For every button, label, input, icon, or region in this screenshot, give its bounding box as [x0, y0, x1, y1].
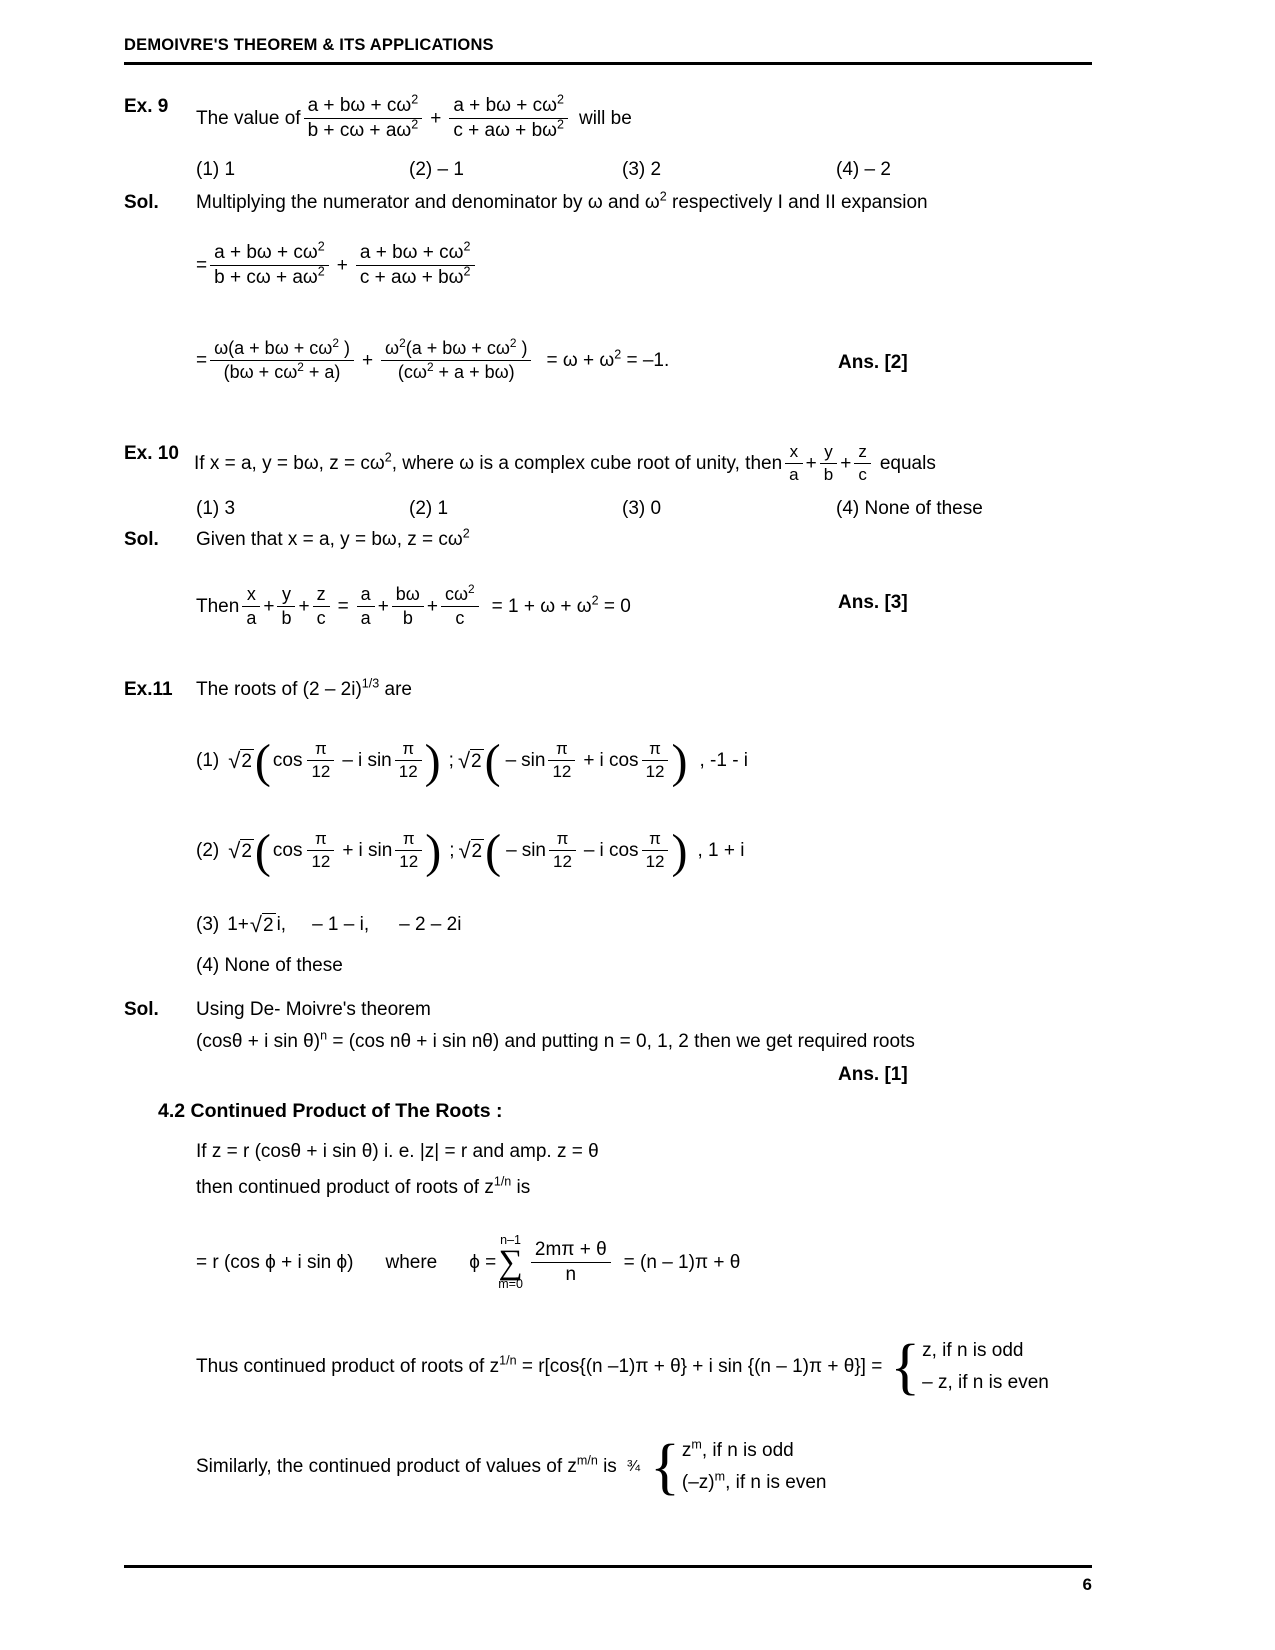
ex9-option-1[interactable]: (1) 1 [196, 159, 236, 180]
ex9-f2-numerator: $a + b\omega + c\omega^2$ [453, 92, 564, 116]
pi-over-twelve-2: $\frac{\pi}{12}$ [395, 739, 422, 781]
ex10-then-frac-y-b: $\frac{y}{b}$ [277, 584, 295, 628]
ex9-sol2-fraction-2: $\frac{\omega^2(a + b\omega + c\omega^2 )}{(c\omega^2 + a + b\omega)}$ [381, 338, 531, 382]
pi-over-twelve-1: $\frac{\pi}{12}$ [307, 829, 334, 871]
sqrt-icon: √ 2 [249, 912, 274, 937]
ex11-option-3[interactable]: (3) 1+ √ 2 i, – 1 – i, – 2 – 2i [196, 912, 462, 937]
ex10-fraction-z-c: $\frac{z}{c}$ [854, 442, 871, 484]
ex11-option-2[interactable]: (2) √ 2 ( cos $\frac{\pi}{12}$ + i sin $\frac{\pi}{12}$ ) ; √ 2 ( – sin $\frac{\pi}{12}$ – i cos $\frac{\pi}{12}$ ) , 1 + i [196, 824, 745, 878]
pi-over-twelve-3: $\frac{\pi}{12}$ [549, 829, 576, 871]
ex10-then-result: = $1 + \omega + \omega^2 = 0$ [491, 593, 631, 618]
left-paren: ( [484, 734, 501, 788]
ex9-sol-fraction-1: $\frac{a + b\omega + c\omega^2}{b + c\omega + a\omega^2}$ [210, 242, 329, 289]
sqrt-icon: √ 2 [457, 748, 482, 774]
ex11-sol-label: Sol. [124, 999, 159, 1020]
case-2-odd: $z^m$, if n is odd [681, 1437, 794, 1461]
ex11-sol-line-2: (cosθ + i sin θ)$^n$ = (cos nθ + i sin nθ) and putting n = 0, 1, 2 then we get required roots [196, 1028, 915, 1052]
ex9-fraction-2 [449, 92, 568, 142]
pi-over-twelve-1: $\frac{\pi}{12}$ [307, 739, 334, 781]
section-4-2-line-1: If z = r (cosθ + i sin θ) i. e. |z| = r and amp. z = θ [196, 1141, 599, 1162]
section-4-2-title: 4.2 Continued Product of The Roots : [158, 1100, 503, 1122]
ex10-sol-label: Sol. [124, 529, 159, 550]
case-1-odd: z, if n is odd [922, 1340, 1024, 1361]
ex9-f1-numerator: $a + b\omega + c\omega^2$ [307, 92, 419, 116]
plus-operator: + [430, 108, 442, 130]
sqrt-icon: √ 2 [228, 838, 252, 864]
right-paren: ) [424, 734, 441, 788]
ex9-f1-denominator: $b + c\omega + a\omega^2$ [304, 118, 423, 142]
pi-over-twelve-4: $\frac{\pi}{12}$ [642, 829, 669, 871]
ex10-option-4[interactable]: (4) None of these [836, 498, 983, 519]
ex10-option-2[interactable]: (2) 1 [409, 498, 449, 519]
ex9-sol-label: Sol. [124, 192, 159, 213]
ex9-sol-result: = $\omega + \omega^2 = -1$. [546, 347, 670, 372]
ex11-option-4[interactable]: (4) None of these [196, 955, 343, 976]
page-header-title: DEMOIVRE'S THEOREM & ITS APPLICATIONS [124, 36, 494, 54]
ex9-f2-denominator: $c + a\omega + b\omega^2$ [449, 118, 568, 142]
pi-over-twelve-3: $\frac{\pi}{12}$ [548, 739, 575, 781]
ex10-label: Ex. 10 [124, 443, 179, 464]
pi-over-twelve-4: $\frac{\pi}{12}$ [642, 739, 669, 781]
ex9-option-4[interactable]: (4) – 2 [836, 159, 891, 180]
ex10-given-line: Given that x = a, y = bω, $z = c\omega^2$ [196, 526, 470, 550]
section-4-2-line-2: then continued product of roots of $z^{1/n}$ is [196, 1174, 531, 1198]
continued-product-formula: = r (cos ϕ + i sin ϕ) where ϕ = n–1 ∑ m=0 $\frac{2m\pi + \theta}{n}$ = (n – 1)π + θ [196, 1233, 741, 1291]
footer-divider [124, 1565, 1092, 1568]
ex10-fraction-x-a: $\frac{x}{a}$ [785, 442, 802, 484]
ex10-then-frac-bw-b: $\frac{b\omega}{b}$ [392, 584, 424, 628]
sqrt-icon: √ 2 [458, 838, 483, 864]
ex11-label: Ex.11 [124, 679, 173, 700]
case-1-even: – z, if n is even [922, 1372, 1049, 1393]
ex10-fraction-y-b: $\frac{y}{b}$ [820, 442, 837, 484]
summand-fraction: $\frac{2m\pi + \theta}{n}$ [531, 1239, 611, 1286]
pi-over-twelve-2: $\frac{\pi}{12}$ [395, 829, 422, 871]
fraction-three-quarters-mark: ¾ [626, 1458, 641, 1475]
ex11-sol-line-1: Using De- Moivre's theorem [196, 999, 431, 1020]
thus-continued-product-line: Thus continued product of roots of $z^{1/n} = r[\cos\{(n$ –1)π + θ} + i sin {(n – 1)π + θ}] = { z, if n is odd – z, if n is even [196, 1332, 1049, 1401]
ex10-then-frac-cw2-c: $\frac{c\omega^2}{c}$ [441, 584, 479, 628]
ex9-statement: The value of $\frac{a + b\omega + c\omega^2}{b + c\omega + a\omega^2}$ + $\frac{a + b\omega + c\omega^2}{c + a\omega + b\omega^2}$ will be [196, 92, 632, 141]
page-number: 6 [1082, 1575, 1092, 1594]
cases-brace-1: { z, if n is odd – z, if n is even [890, 1332, 1049, 1401]
right-paren: ) [425, 824, 442, 878]
ex9-fraction-1 [304, 92, 423, 142]
ex9-sol2-fraction-1: $\frac{\omega(a + b\omega + c\omega^2 )}{(b\omega + c\omega^2 + a)}$ [210, 338, 354, 382]
cases-brace-2: { $z^m$, if n is odd $(-z)^m$, if n is even [650, 1432, 827, 1501]
ex9-option-3[interactable]: (3) 2 [622, 159, 662, 180]
right-paren: ) [671, 734, 688, 788]
right-paren: ) [671, 824, 688, 878]
case-2-even: $(-z)^m$, if n is even [681, 1469, 827, 1493]
ex11-answer: Ans. [1] [838, 1064, 908, 1085]
ex10-then-frac-z-c: $\frac{z}{c}$ [313, 584, 330, 628]
ex9-label: Ex. 9 [124, 96, 169, 117]
ex9-answer: Ans. [2] [838, 352, 908, 373]
ex9-sol-equation-1: = $\frac{a + b\omega + c\omega^2}{b + c\omega + a\omega^2}$ + $\frac{a + b\omega + c\omega^2}{c + a\omega + b\omega^2}$ [196, 243, 478, 290]
similarly-continued-product-line: Similarly, the continued product of values of $z^{m/n}$ is ¾ { $z^m$, if n is odd $(-z)^m$, if n is even [196, 1432, 827, 1501]
ex9-sol-fraction-2: $\frac{a + b\omega + c\omega^2}{c + a\omega + b\omega^2}$ [356, 242, 475, 289]
ex10-option-3[interactable]: (3) 0 [622, 498, 662, 519]
ex10-then-equation: Then $\frac{x}{a}$ + $\frac{y}{b}$ + $\frac{z}{c}$ = $\frac{a}{a}$ + $\frac{b\omega}{b}$ + $\frac{c\omega^2}{c}$ = $1 + \omega + \omega^2 = 0$ [196, 582, 631, 628]
summation-icon: n–1 ∑ m=0 [498, 1233, 523, 1291]
ex10-statement: If x = a, y = bω, $z = c\omega^2$, where ω is a complex cube root of unity, then $\frac{x}{a}$ + $\frac{y}{b}$ + $\frac{z}{c}$ equals [194, 442, 936, 484]
left-paren: ( [485, 824, 502, 878]
ex11-option-1[interactable]: (1) √ 2 ( cos $\frac{\pi}{12}$ – i sin $\frac{\pi}{12}$ ) ; √ 2 ( – sin $\frac{\pi}{12}$ + i cos $\frac{\pi}{12}$ ) , -1 - i [196, 734, 749, 788]
ex11-statement: The roots of (2 – 2i)$^{1/3}$ are [196, 676, 412, 700]
header-divider [124, 62, 1092, 65]
ex9-option-2[interactable]: (2) – 1 [409, 159, 464, 180]
ex10-then-frac-x-a: $\frac{x}{a}$ [242, 584, 260, 628]
left-paren: ( [254, 734, 271, 788]
ex10-then-frac-a-a: $\frac{a}{a}$ [357, 584, 375, 628]
sqrt-icon: √ 2 [228, 748, 252, 774]
ex10-answer: Ans. [3] [838, 592, 908, 613]
ex9-sol-equation-2: = $\frac{\omega(a + b\omega + c\omega^2 )}{(b\omega + c\omega^2 + a)}$ + $\frac{\omega^2(a + b\omega + c\omega^2 )}{(c\omega^2 + a + b\omega)}$ = $\omega + \omega^2 = -1$. [196, 336, 670, 382]
left-paren: ( [254, 824, 271, 878]
ex10-option-1[interactable]: (1) 3 [196, 498, 236, 519]
ex9-sol-line: Multiplying the numerator and denominator by ω and $\omega^2$ respectively I and II expansion [196, 189, 928, 213]
